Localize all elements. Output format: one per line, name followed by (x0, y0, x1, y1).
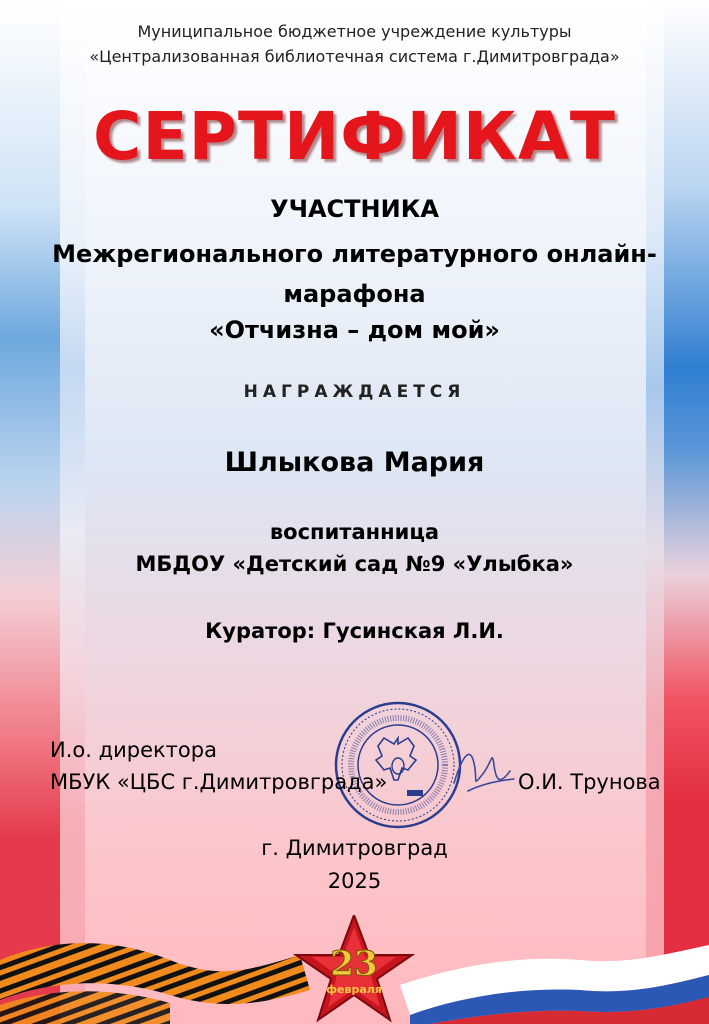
signatory-title: И.о. директора (50, 738, 217, 762)
awarded-label: НАГРАЖДАЕТСЯ (243, 382, 466, 402)
curator-line: Куратор: Гусинская Л.И. (205, 619, 504, 643)
organization-line-1: Муниципальное бюджетное учреждение культуры (137, 22, 572, 41)
emblem-month: февраля (326, 983, 382, 996)
recipient-institution: МБДОУ «Детский сад №9 «Улыбка» (135, 552, 574, 576)
signatory-organization: МБУК «ЦБС г.Димитровграда» (50, 770, 388, 794)
organization-line-2: «Централизованная библиотечная система г.Димитровграда» (89, 47, 620, 66)
recipient-role: воспитанница (269, 520, 440, 544)
event-name-line-3: «Отчизна – дом мой» (209, 316, 500, 344)
st-george-ribbon-decoration (0, 915, 709, 1024)
emblem-number: 23 (330, 944, 378, 984)
certificate-subtitle: УЧАСТНИКА (270, 195, 439, 223)
event-name-line-2: марафона (283, 280, 426, 308)
recipient-name: Шлыкова Мария (224, 447, 485, 478)
official-seal-icon (333, 700, 463, 830)
city: г. Димитровград (261, 836, 448, 860)
event-name-line-1: Межрегионального литературного онлайн- (52, 240, 657, 268)
year: 2025 (327, 869, 382, 893)
signature-icon (448, 735, 518, 800)
signatory-name: О.И. Трунова (518, 770, 661, 794)
certificate-title: СЕРТИФИКАТ (93, 98, 616, 175)
